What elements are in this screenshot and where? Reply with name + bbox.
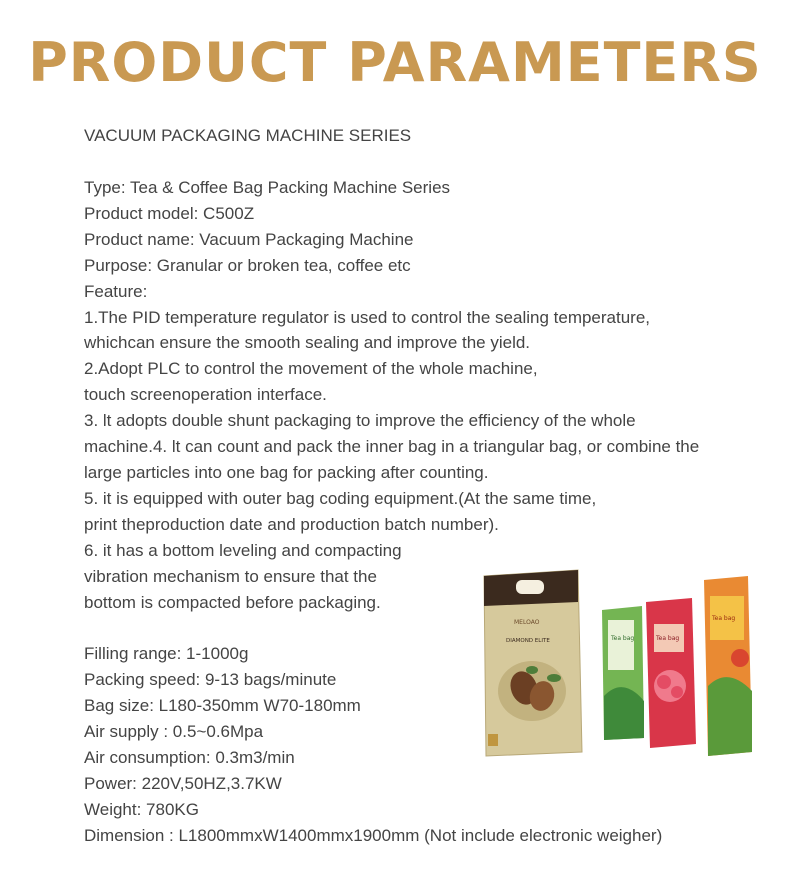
- orange-bag-text: Tea bag: [712, 615, 736, 622]
- feature-5-line-2: print theproduction date and production batch number).: [84, 514, 499, 534]
- feature-3-line-3: large particles into one bag for packing after counting.: [84, 462, 489, 482]
- feature-3-line-2: machine.4. lt can count and pack the inner bag in a triangular bag, or combine the: [84, 437, 700, 457]
- feature-6-line-3: bottom is compacted before packaging.: [84, 592, 381, 612]
- name-line: Product name: Vacuum Packaging Machine: [84, 229, 414, 249]
- power-line: Power: 220V,50HZ,3.7KW: [84, 773, 282, 793]
- feature-1-line-1: 1.The PID temperature regulator is used to control the sealing temperature,: [84, 307, 651, 327]
- page-title: PRODUCT PARAMETERS: [28, 31, 762, 94]
- product-bags-image: [478, 566, 768, 766]
- bag-size-line: Bag size: L180-350mm W70-180mm: [84, 696, 361, 716]
- green-tea-bag: [602, 606, 644, 740]
- feature-1-line-2: whichcan ensure the smooth sealing and improve the yield.: [84, 333, 531, 353]
- series-heading: VACUUM PACKAGING MACHINE SERIES: [84, 126, 412, 145]
- air-consumption-line: Air consumption: 0.3m3/min: [84, 747, 295, 767]
- orange-tea-bag: [704, 576, 752, 756]
- model-line: Product model: C500Z: [84, 203, 255, 223]
- bag-label-text: DIAMOND ELITE: [506, 638, 550, 644]
- feature-2-line-1: 2.Adopt PLC to control the movement of the whole machine,: [84, 359, 538, 379]
- feature-heading: Feature:: [84, 281, 148, 301]
- red-tea-bag: [646, 598, 696, 748]
- filling-range-line: Filling range: 1-1000g: [84, 644, 249, 664]
- type-line: Type: Tea & Coffee Bag Packing Machine Series: [84, 178, 451, 197]
- bag-brand-text: MELOAO: [514, 619, 540, 626]
- air-supply-line: Air supply : 0.5~0.6Mpa: [84, 722, 264, 742]
- weight-line: Weight: 780KG: [84, 799, 199, 819]
- red-bag-text: Tea bag: [656, 635, 680, 642]
- feature-3-line-1: 3. lt adopts double shunt packaging to improve the efficiency of the whole: [84, 411, 636, 431]
- kraft-coffee-bag: [484, 570, 582, 756]
- feature-6-line-2: vibration mechanism to ensure that the: [84, 566, 377, 586]
- packing-speed-line: Packing speed: 9-13 bags/minute: [84, 670, 337, 690]
- feature-6-line-1: 6. it has a bottom leveling and compacting: [84, 540, 402, 560]
- green-bag-text: Tea bag: [611, 635, 635, 642]
- feature-2-line-2: touch screenoperation interface.: [84, 385, 327, 405]
- purpose-line: Purpose: Granular or broken tea, coffee etc: [84, 255, 411, 275]
- dimension-line: Dimension : L1800mmxW1400mmx1900mm (Not include electronic weigher): [84, 825, 663, 845]
- feature-5-line-1: 5. it is equipped with outer bag coding equipment.(At the same time,: [84, 488, 597, 508]
